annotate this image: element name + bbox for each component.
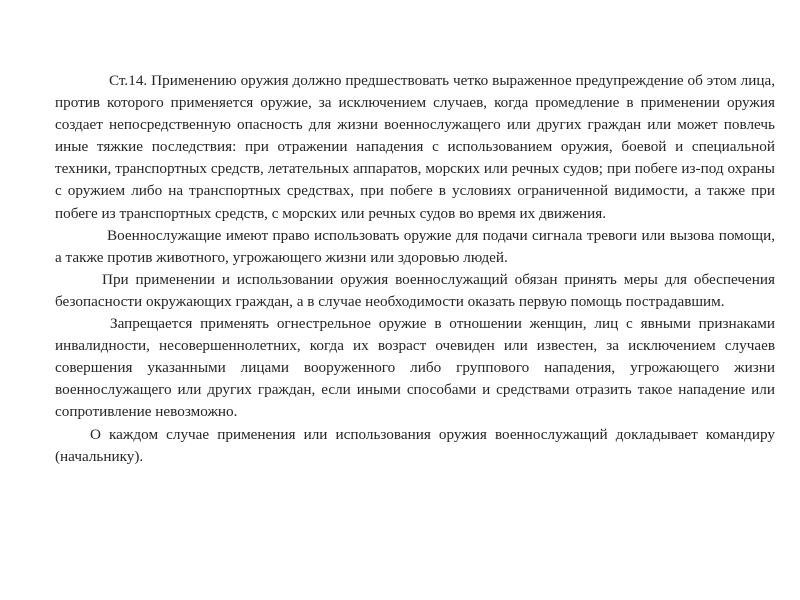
paragraph-prohibitions: Запрещается применять огнестрельное оружие в отношении женщин, лиц с явными признаками инвалидности, несовершеннолетних, когда их возраст очевиден или известен, за исключением случаев совершения указанными лицами вооруженного либо группового нападения, угрожающего жизни военнослужащего или других граждан, если иными способами и средствами отразить такое нападение или сопротивление невозможно. bbox=[55, 315, 775, 421]
paragraph-reporting: О каждом случае применения или использования оружия военнослужащий докладывает командиру (начальнику). bbox=[55, 425, 775, 465]
paragraph-signal-use: Военнослужащие имеют право использовать оружие для подачи сигнала тревоги или вызова помощи, а также против животного, угрожающего жизни или здоровью людей. bbox=[55, 226, 775, 266]
paragraph-article-14: Ст.14. Применению оружия должно предшествовать четко выраженное предупреждение об этом лица, против которого применяется оружие, за исключением случаев, когда промедление в применении оружия создает непосредственную опасность для жизни военнослужащего или других граждан или может повлечь иные тяжкие последствия: при отражении нападения с использованием оружия, боевой и специальной техники, транспортных средств, летательных аппаратов, морских или речных судов; при побеге из-под охраны с оружием либо на транспортных средствах, при побеге в условиях ограниченной видимости, а также при побеге из транспортных средств, с морских или речных судов во время их движения. bbox=[55, 72, 775, 222]
document-body bbox=[55, 70, 775, 468]
paragraph-safety-measures: При применении и использовании оружия военнослужащий обязан принять меры для обеспечения безопасности окружающих граждан, а в случае необходимости оказать первую помощь пострадавшим. bbox=[55, 270, 775, 310]
